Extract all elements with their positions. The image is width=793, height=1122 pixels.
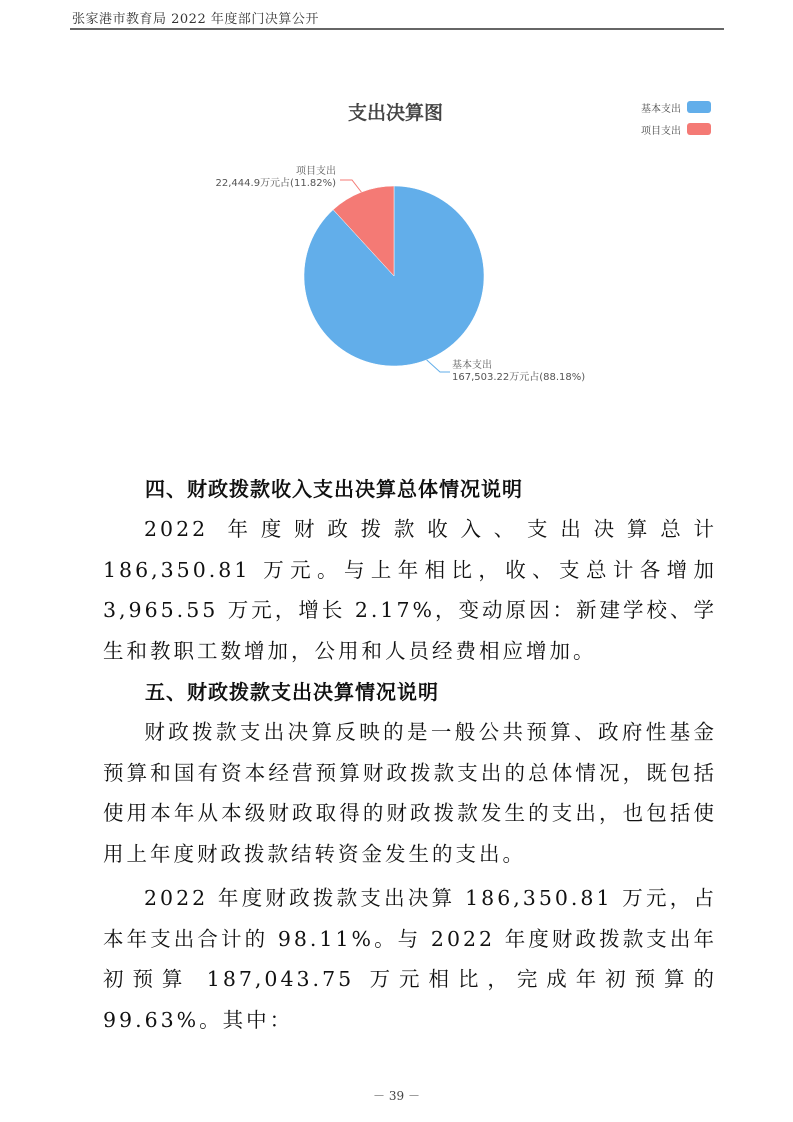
section-5-paragraph-2: [103, 878, 717, 1040]
section-heading-5: 五、财政拨款支出决算情况说明: [145, 680, 439, 704]
legend-swatch-project: [687, 123, 711, 135]
section-4-paragraph-1: [103, 509, 717, 671]
pie-label-value-0: 167,503.22万元占(88.18%): [452, 372, 586, 383]
pie-chart-svg: [0, 0, 793, 420]
pie-label-line-0: [427, 360, 450, 372]
pie-label-value-1: 22,444.9万元占(11.82%): [215, 178, 336, 189]
pie-label-name-1: 项目支出: [296, 166, 336, 177]
document-header-title: 张家港市教育局 2022 年度部门决算公开: [72, 12, 319, 27]
page-number: － 39 －: [373, 1089, 420, 1103]
chart-title: 支出决算图: [348, 102, 444, 124]
legend-item-basic[interactable]: [641, 100, 711, 114]
paragraph-text: 2022 年度财政拨款支出决算 186,350.81 万元，占本年支出合计的 98.11%。与 2022 年度财政拨款支出年初预算 187,043.75 万元相比，完成年初预算的 99.63%。其中：: [103, 886, 717, 1032]
paragraph-text: 2022 年度财政拨款收入、支出决算总计 186,350.81 万元。与上年相比，收、支总计各增加 3,965.55 万元，增长 2.17%，变动原因：新建学校、学生和教职工数增加，公用和人员经费相应增加。: [103, 517, 717, 663]
chart-legend: [641, 100, 711, 144]
section-heading-4: 四、财政拨款收入支出决算总体情况说明: [145, 477, 523, 501]
legend-label: 基本支出: [641, 103, 681, 115]
paragraph-text: 财政拨款支出决算反映的是一般公共预算、政府性基金预算和国有资本经营预算财政拨款支出的总体情况，既包括使用本年从本级财政取得的财政拨款发生的支出，也包括使用上年度财政拨款结转资金发生的支出。: [103, 720, 717, 866]
legend-swatch-basic: [687, 101, 711, 113]
legend-label: 项目支出: [641, 125, 681, 137]
legend-item-project[interactable]: [641, 122, 711, 136]
pie-label-line-1: [340, 180, 361, 192]
pie-label-name-0: 基本支出: [452, 360, 492, 371]
section-5-paragraph-1: [103, 712, 717, 874]
